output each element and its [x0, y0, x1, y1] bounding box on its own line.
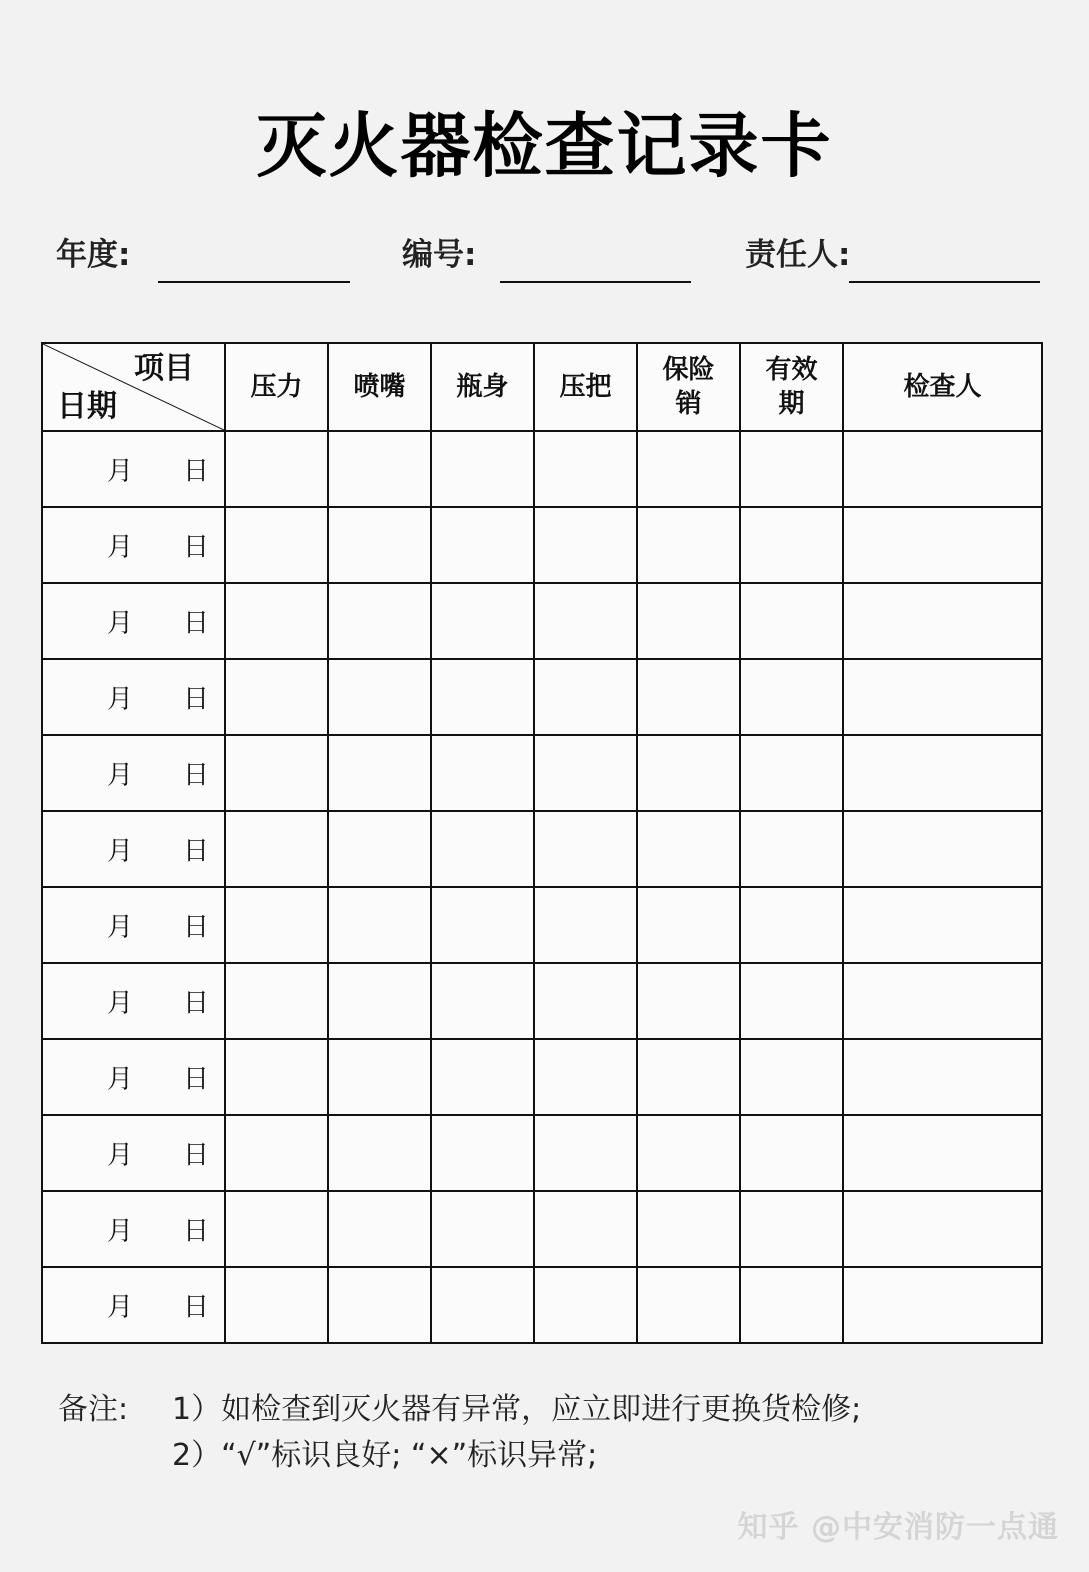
table-row [42, 811, 1042, 887]
day-label: 日 [183, 836, 210, 867]
entry-cell[interactable] [225, 507, 328, 583]
entry-cell[interactable] [740, 507, 843, 583]
header-pressure [225, 343, 328, 431]
entry-cell[interactable] [740, 887, 843, 963]
table-row [42, 735, 1042, 811]
table-row [42, 431, 1042, 507]
table-row [42, 507, 1042, 583]
entry-cell[interactable] [740, 1267, 843, 1343]
entry-cell[interactable] [225, 583, 328, 659]
day-label: 日 [183, 532, 210, 563]
table-row [42, 659, 1042, 735]
date-cell[interactable] [42, 735, 225, 811]
header-safety-pin-line1: 保险 [662, 355, 715, 385]
entry-cell[interactable] [328, 507, 431, 583]
day-label: 日 [183, 988, 210, 1019]
entry-cell[interactable] [431, 887, 534, 963]
entry-cell[interactable] [740, 963, 843, 1039]
table-row [42, 1191, 1042, 1267]
header-safety-pin [637, 343, 740, 431]
date-cell[interactable] [42, 963, 225, 1039]
entry-cell[interactable] [637, 1115, 740, 1191]
entry-cell[interactable] [431, 811, 534, 887]
header-handle-label: 压把 [559, 372, 612, 402]
month-label: 月 [107, 1216, 134, 1247]
date-cell[interactable] [42, 1115, 225, 1191]
person-blank-line[interactable] [849, 281, 1040, 283]
entry-cell[interactable] [637, 659, 740, 735]
corner-header-cell [42, 343, 225, 431]
entry-cell[interactable] [534, 1191, 637, 1267]
table-body [42, 431, 1042, 1343]
entry-cell[interactable] [431, 1267, 534, 1343]
entry-cell[interactable] [328, 1267, 431, 1343]
entry-cell[interactable] [843, 1191, 1042, 1267]
notes-line-1: 1）如检查到灭火器有异常，应立即进行更换货检修; [172, 1392, 862, 1427]
entry-cell[interactable] [534, 811, 637, 887]
entry-cell[interactable] [637, 963, 740, 1039]
month-label: 月 [107, 532, 134, 563]
month-label: 月 [107, 684, 134, 715]
entry-cell[interactable] [431, 1039, 534, 1115]
corner-date-label: 日期 [57, 389, 117, 424]
entry-cell[interactable] [225, 431, 328, 507]
header-handle [534, 343, 637, 431]
entry-cell[interactable] [431, 659, 534, 735]
header-row [42, 343, 1042, 431]
date-cell[interactable] [42, 1191, 225, 1267]
date-cell[interactable] [42, 811, 225, 887]
header-safety-pin-line2: 销 [675, 389, 702, 419]
date-cell[interactable] [42, 887, 225, 963]
entry-cell[interactable] [534, 583, 637, 659]
day-label: 日 [183, 1216, 210, 1247]
entry-cell[interactable] [534, 887, 637, 963]
header-cylinder-label: 瓶身 [456, 372, 509, 402]
notes-label: 备注: [58, 1392, 129, 1427]
day-label: 日 [183, 912, 210, 943]
entry-cell[interactable] [431, 1115, 534, 1191]
entry-cell[interactable] [843, 735, 1042, 811]
entry-cell[interactable] [328, 1039, 431, 1115]
corner-item-label: 项目 [134, 351, 194, 386]
entry-cell[interactable] [534, 963, 637, 1039]
table-row [42, 1267, 1042, 1343]
entry-cell[interactable] [740, 1191, 843, 1267]
number-label: 编号: [402, 237, 477, 273]
page-title: 灭火器检查记录卡 [256, 105, 833, 187]
entry-cell[interactable] [740, 583, 843, 659]
entry-cell[interactable] [431, 583, 534, 659]
entry-cell[interactable] [534, 1115, 637, 1191]
entry-cell[interactable] [431, 1191, 534, 1267]
day-label: 日 [183, 760, 210, 791]
month-label: 月 [107, 760, 134, 791]
date-cell[interactable] [42, 659, 225, 735]
entry-cell[interactable] [534, 431, 637, 507]
day-label: 日 [183, 456, 210, 487]
entry-cell[interactable] [843, 963, 1042, 1039]
entry-cell[interactable] [637, 735, 740, 811]
entry-cell[interactable] [534, 1039, 637, 1115]
entry-cell[interactable] [225, 659, 328, 735]
header-inspector [843, 343, 1042, 431]
entry-cell[interactable] [431, 507, 534, 583]
entry-cell[interactable] [225, 1267, 328, 1343]
notes-line-2: 2）“√”标识良好; “×”标识异常; [172, 1438, 598, 1473]
header-nozzle [328, 343, 431, 431]
year-blank-line[interactable] [158, 281, 350, 283]
date-cell[interactable] [42, 1039, 225, 1115]
entry-cell[interactable] [431, 735, 534, 811]
entry-cell[interactable] [740, 1115, 843, 1191]
month-label: 月 [107, 1292, 134, 1323]
entry-cell[interactable] [534, 1267, 637, 1343]
entry-cell[interactable] [637, 431, 740, 507]
header-expiry-line1: 有效 [765, 355, 818, 385]
entry-cell[interactable] [328, 811, 431, 887]
date-cell[interactable] [42, 1267, 225, 1343]
table-row [42, 1039, 1042, 1115]
entry-cell[interactable] [843, 659, 1042, 735]
entry-cell[interactable] [534, 507, 637, 583]
month-label: 月 [107, 608, 134, 639]
month-label: 月 [107, 456, 134, 487]
year-label: 年度: [56, 237, 131, 273]
entry-cell[interactable] [225, 1191, 328, 1267]
entry-cell[interactable] [225, 963, 328, 1039]
entry-cell[interactable] [328, 583, 431, 659]
entry-cell[interactable] [328, 963, 431, 1039]
header-nozzle-label: 喷嘴 [353, 372, 406, 402]
entry-cell[interactable] [843, 811, 1042, 887]
entry-cell[interactable] [328, 735, 431, 811]
person-label: 责任人: [745, 237, 851, 273]
table-row [42, 1115, 1042, 1191]
month-label: 月 [107, 912, 134, 943]
entry-cell[interactable] [740, 735, 843, 811]
table-row [42, 963, 1042, 1039]
day-label: 日 [183, 1140, 210, 1171]
entry-cell[interactable] [225, 1115, 328, 1191]
header-expiry-line2: 期 [778, 389, 805, 419]
entry-cell[interactable] [740, 811, 843, 887]
entry-cell[interactable] [740, 431, 843, 507]
entry-cell[interactable] [328, 1115, 431, 1191]
entry-cell[interactable] [843, 583, 1042, 659]
entry-cell[interactable] [740, 1039, 843, 1115]
date-cell[interactable] [42, 507, 225, 583]
entry-cell[interactable] [431, 963, 534, 1039]
watermark: 知乎 @中安消防一点通 [737, 1510, 1059, 1545]
month-label: 月 [107, 988, 134, 1019]
number-blank-line[interactable] [500, 281, 691, 283]
entry-cell[interactable] [843, 1267, 1042, 1343]
entry-cell[interactable] [534, 659, 637, 735]
header-pressure-label: 压力 [250, 372, 303, 402]
date-cell[interactable] [42, 583, 225, 659]
entry-cell[interactable] [637, 811, 740, 887]
entry-cell[interactable] [328, 887, 431, 963]
entry-cell[interactable] [637, 1267, 740, 1343]
entry-cell[interactable] [225, 811, 328, 887]
table-row [42, 887, 1042, 963]
day-label: 日 [183, 1064, 210, 1095]
day-label: 日 [183, 608, 210, 639]
day-label: 日 [183, 1292, 210, 1323]
entry-cell[interactable] [328, 1191, 431, 1267]
entry-cell[interactable] [534, 735, 637, 811]
entry-cell[interactable] [225, 887, 328, 963]
month-label: 月 [107, 1064, 134, 1095]
entry-cell[interactable] [843, 887, 1042, 963]
header-inspector-label: 检查人 [903, 372, 982, 402]
header-expiry [740, 343, 843, 431]
entry-cell[interactable] [637, 887, 740, 963]
header-cylinder [431, 343, 534, 431]
date-cell[interactable] [42, 431, 225, 507]
entry-cell[interactable] [637, 1039, 740, 1115]
day-label: 日 [183, 684, 210, 715]
entry-cell[interactable] [740, 659, 843, 735]
month-label: 月 [107, 836, 134, 867]
month-label: 月 [107, 1140, 134, 1171]
entry-cell[interactable] [843, 507, 1042, 583]
entry-cell[interactable] [637, 1191, 740, 1267]
entry-cell[interactable] [843, 1039, 1042, 1115]
entry-cell[interactable] [637, 507, 740, 583]
table-row [42, 583, 1042, 659]
entry-cell[interactable] [328, 431, 431, 507]
inspection-table [41, 342, 1043, 1344]
entry-cell[interactable] [843, 1115, 1042, 1191]
entry-cell[interactable] [637, 583, 740, 659]
entry-cell[interactable] [225, 735, 328, 811]
entry-cell[interactable] [225, 1039, 328, 1115]
entry-cell[interactable] [328, 659, 431, 735]
entry-cell[interactable] [431, 431, 534, 507]
entry-cell[interactable] [843, 431, 1042, 507]
